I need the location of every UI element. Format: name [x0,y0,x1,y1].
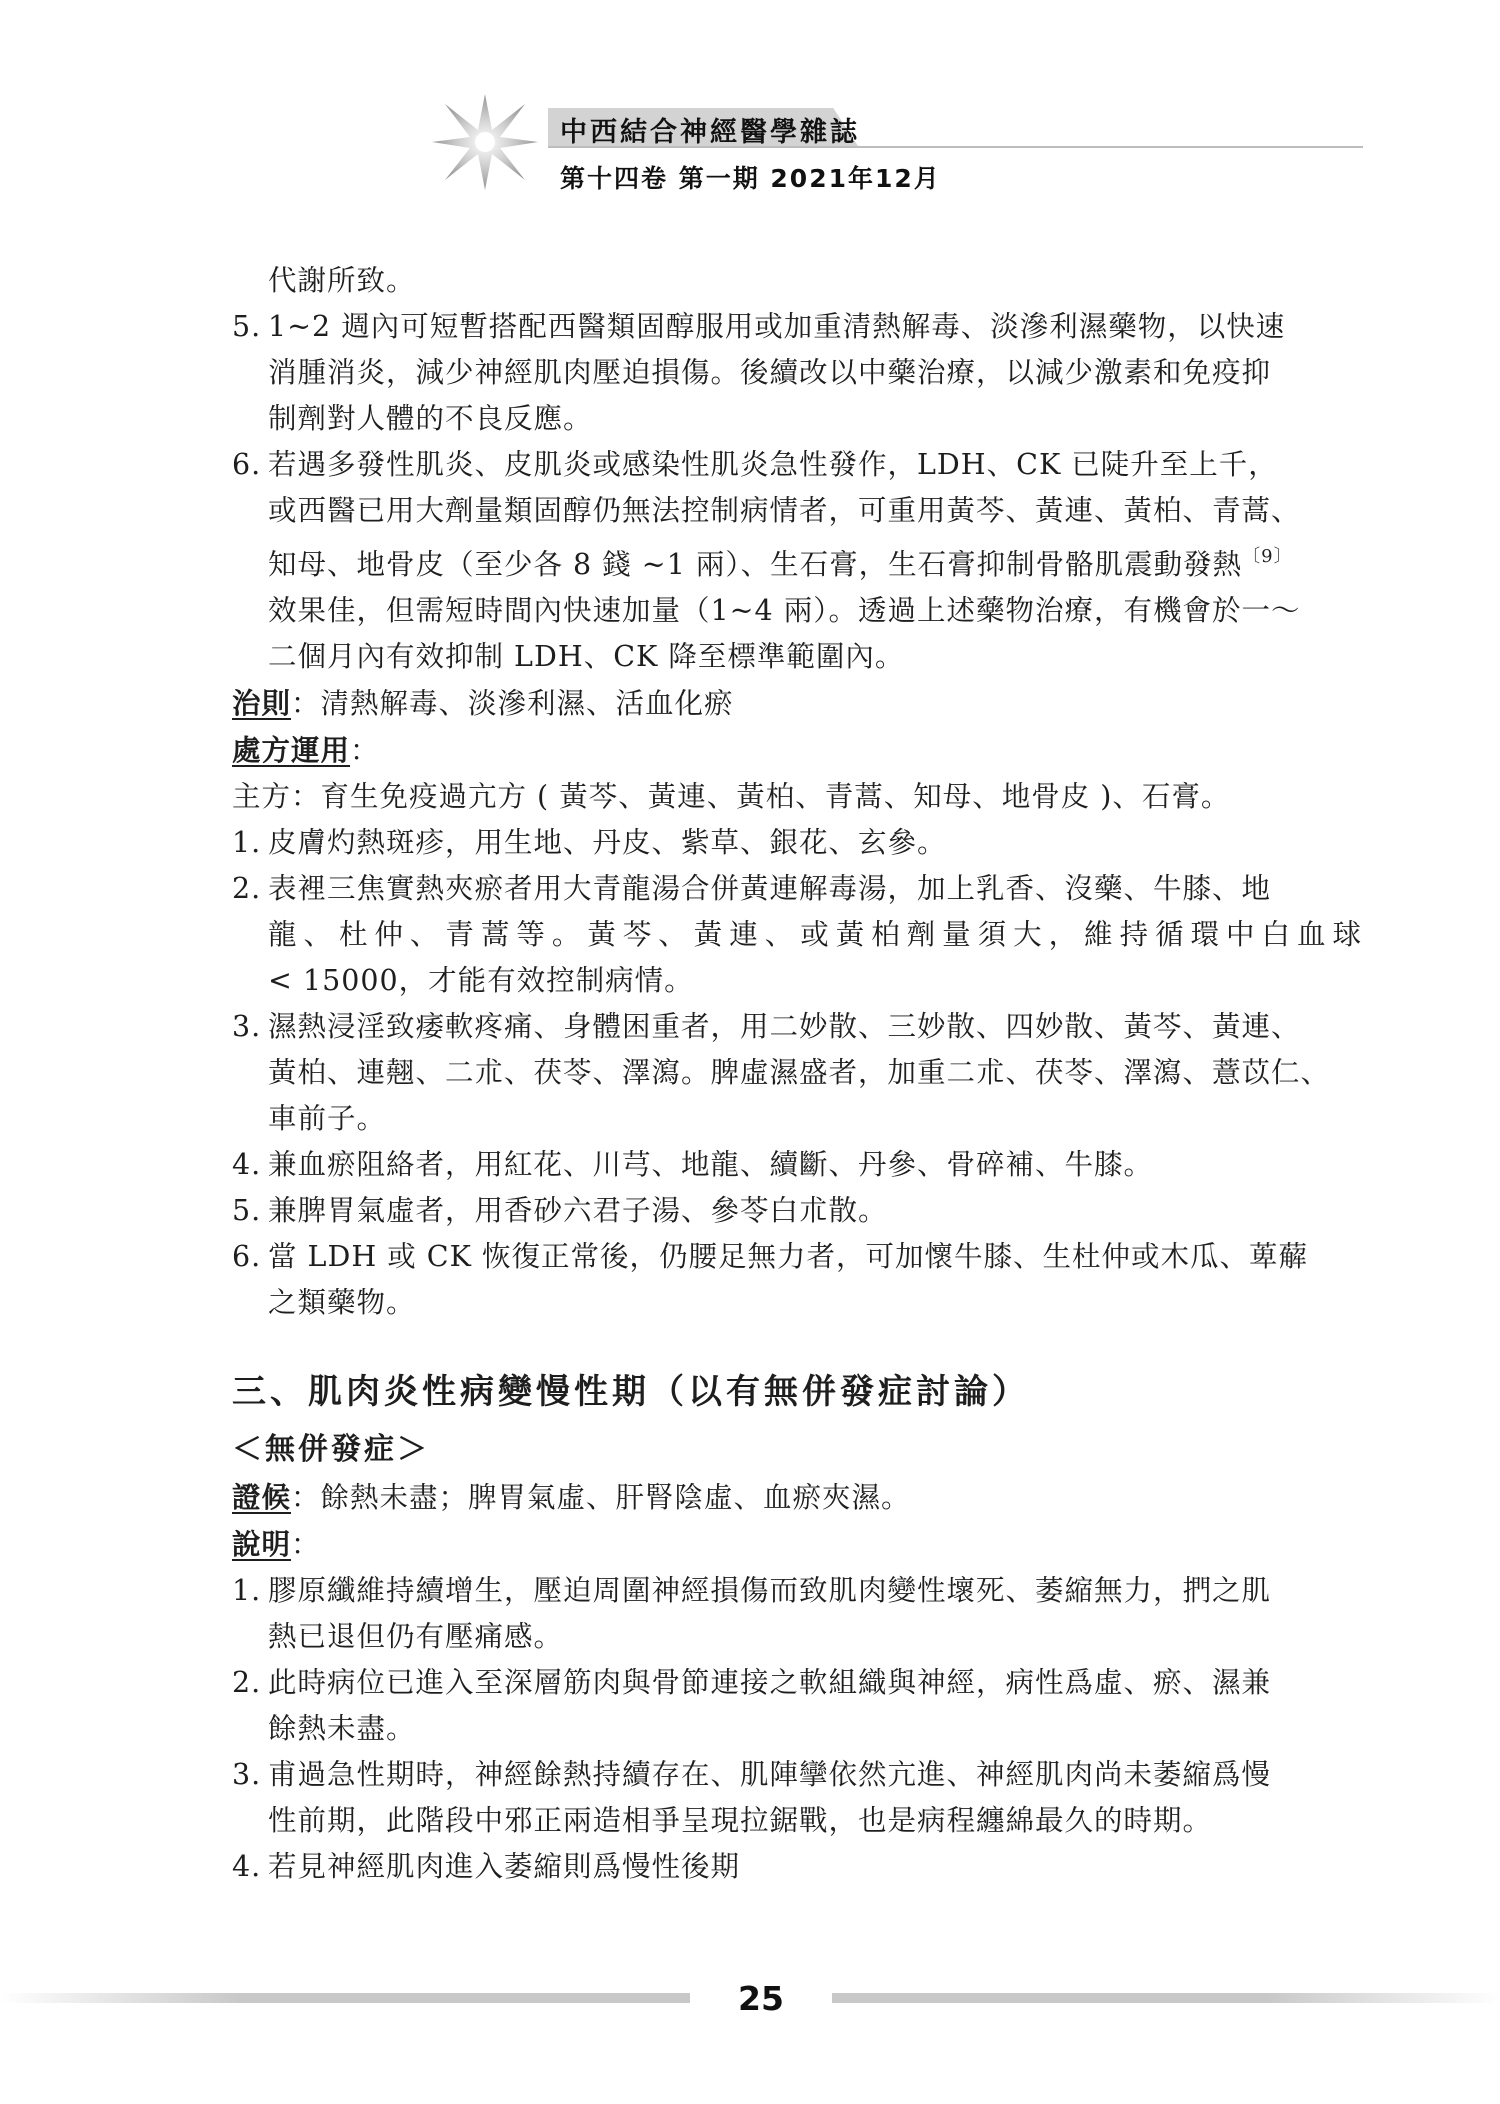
main-formula: 主方：育生免疫過亢方 ( 黃芩、黃連、黃柏、青蒿、知母、地骨皮 )、石膏。 [232,780,1231,813]
text-line: 若遇多發性肌炎、皮肌炎或感染性肌炎急性發作，LDH、CK 已陡升至上千， [268,448,1278,481]
text-line [268,534,1301,588]
list-item [232,442,1362,680]
list-item [232,1142,1362,1188]
article-body [232,258,1362,1890]
text-line: 兼脾胃氣虛者，用香砂六君子湯、參苓白朮散。 [268,1194,888,1227]
list-item [232,304,1362,442]
list-item [232,866,1362,1004]
list-item [232,1568,1362,1660]
issue-info: 第十四卷 第一期 2021年12月 [560,164,941,193]
continuation-line: 代謝所致。 [268,264,416,297]
text-line: 當 LDH 或 CK 恢復正常後，仍腰足無力者，可加懷牛膝、生杜仲或木瓜、萆薢 [268,1240,1308,1273]
list-item [232,1752,1362,1844]
text-line: 濕熱浸淫致痿軟疼痛、身體困重者，用二妙散、三妙散、四妙散、黃芩、黃連、 [268,1010,1301,1043]
text-line: 甫過急性期時，神經餘熱持續存在、肌陣攣依然亢進、神經肌肉尚未萎縮爲慢 [268,1758,1272,1791]
citation-ref: 〔9〕 [1242,546,1293,567]
list-item [232,820,1362,866]
text-line: 龍、杜仲、青蒿等。黃芩、黃連、或黃柏劑量須大，維持循環中白血球 [268,918,1362,951]
journal-title: 中西結合神經醫學雜誌 [560,117,860,148]
list-item [232,1234,1362,1326]
list-number: 6. [232,448,262,481]
text-line: 表裡三焦實熱夾瘀者用大青龍湯合併黃連解毒湯，加上乳香、沒藥、牛膝、地 [268,872,1272,905]
text-line: 車前子。 [268,1102,387,1135]
text-line: 效果佳，但需短時間內快速加量（1~4 兩）。透過上述藥物治療，有機會於一～ [268,594,1301,627]
text-line: 餘熱未盡。 [268,1712,416,1745]
list-number: 2. [232,872,262,905]
principle-text: ：清熱解毒、淡滲利濕、活血化瘀 [291,687,734,720]
list-number: 3. [232,1758,262,1791]
explanation-colon: ： [291,1528,321,1561]
list-item [232,1004,1362,1142]
syndrome-label: 證候 [232,1480,292,1514]
page-number: 25 [738,1979,784,2018]
footer-rule-left [0,1993,690,2003]
list-number: 2. [232,1666,262,1699]
text-line: 皮膚灼熱斑疹，用生地、丹皮、紫草、銀花、玄參。 [268,826,947,859]
text-line: 兼血瘀阻絡者，用紅花、川芎、地龍、續斷、丹參、骨碎補、牛膝。 [268,1148,1154,1181]
text-segment: 知母、地骨皮（至少各 8 錢 ~1 兩）、生石膏，生石膏抑制骨骼肌震動發熱 [268,548,1243,581]
list-number: 3. [232,1010,262,1043]
text-line: 消腫消炎，減少神經肌肉壓迫損傷。後續改以中藥治療，以減少激素和免疫抑 [268,356,1272,389]
list-number: 1. [232,1574,262,1607]
syndrome [232,1474,1362,1521]
list-number: 4. [232,1148,262,1181]
explanation-heading [232,1521,1362,1568]
principle-label: 治則 [232,686,292,720]
text-line: 之類藥物。 [268,1286,416,1319]
page-header [0,0,1500,220]
list-number: 1. [232,826,262,859]
text-line: 或西醫已用大劑量類固醇仍無法控制病情者，可重用黃芩、黃連、黃柏、青蒿、 [268,494,1301,527]
text-line: 膠原纖維持續增生，壓迫周圍神經損傷而致肌肉變性壞死、萎縮無力，捫之肌 [268,1574,1272,1607]
text-line: 此時病位已進入至深層筋肉與骨節連接之軟組織與神經，病性爲虛、瘀、濕兼 [268,1666,1272,1699]
text-line: 熱已退但仍有壓痛感。 [268,1620,564,1653]
text-line: < 15000，才能有效控制病情。 [268,964,694,997]
prescription-colon: ： [350,734,380,767]
section-heading: 三、肌肉炎性病變慢性期（以有無併發症討論） [232,1372,1030,1412]
list-number: 6. [232,1240,262,1273]
list-number: 5. [232,310,262,343]
text-line: 制劑對人體的不良反應。 [268,402,593,435]
list-item [232,1188,1362,1234]
text-line: 若見神經肌肉進入萎縮則爲慢性後期 [268,1850,741,1883]
subsection-heading: ＜無併發症＞ [232,1432,430,1467]
text-line: 黃柏、連翹、二朮、茯苓、澤瀉。脾虛濕盛者，加重二朮、茯苓、澤瀉、薏苡仁、 [268,1056,1331,1089]
treatment-principle [232,680,1362,727]
explanation-label: 說明 [232,1527,292,1561]
text-line: 二個月內有效抑制 LDH、CK 降至標準範圍內。 [268,640,905,673]
text-line: 性前期，此階段中邪正兩造相爭呈現拉鋸戰，也是病程纏綿最久的時期。 [268,1804,1213,1837]
text-line: 1~2 週內可短暫搭配西醫類固醇服用或加重清熱解毒、淡滲利濕藥物，以快速 [268,310,1286,343]
prescription-heading [232,727,1362,774]
list-number: 4. [232,1850,262,1883]
star-burst-icon [430,92,540,192]
list-item [232,1660,1362,1752]
prescription-label: 處方運用 [232,733,351,767]
list-number: 5. [232,1194,262,1227]
syndrome-text: ：餘熱未盡；脾胃氣虛、肝腎陰虛、血瘀夾濕。 [291,1481,911,1514]
footer-rule-right [832,1993,1500,2003]
list-item [232,1844,1362,1890]
